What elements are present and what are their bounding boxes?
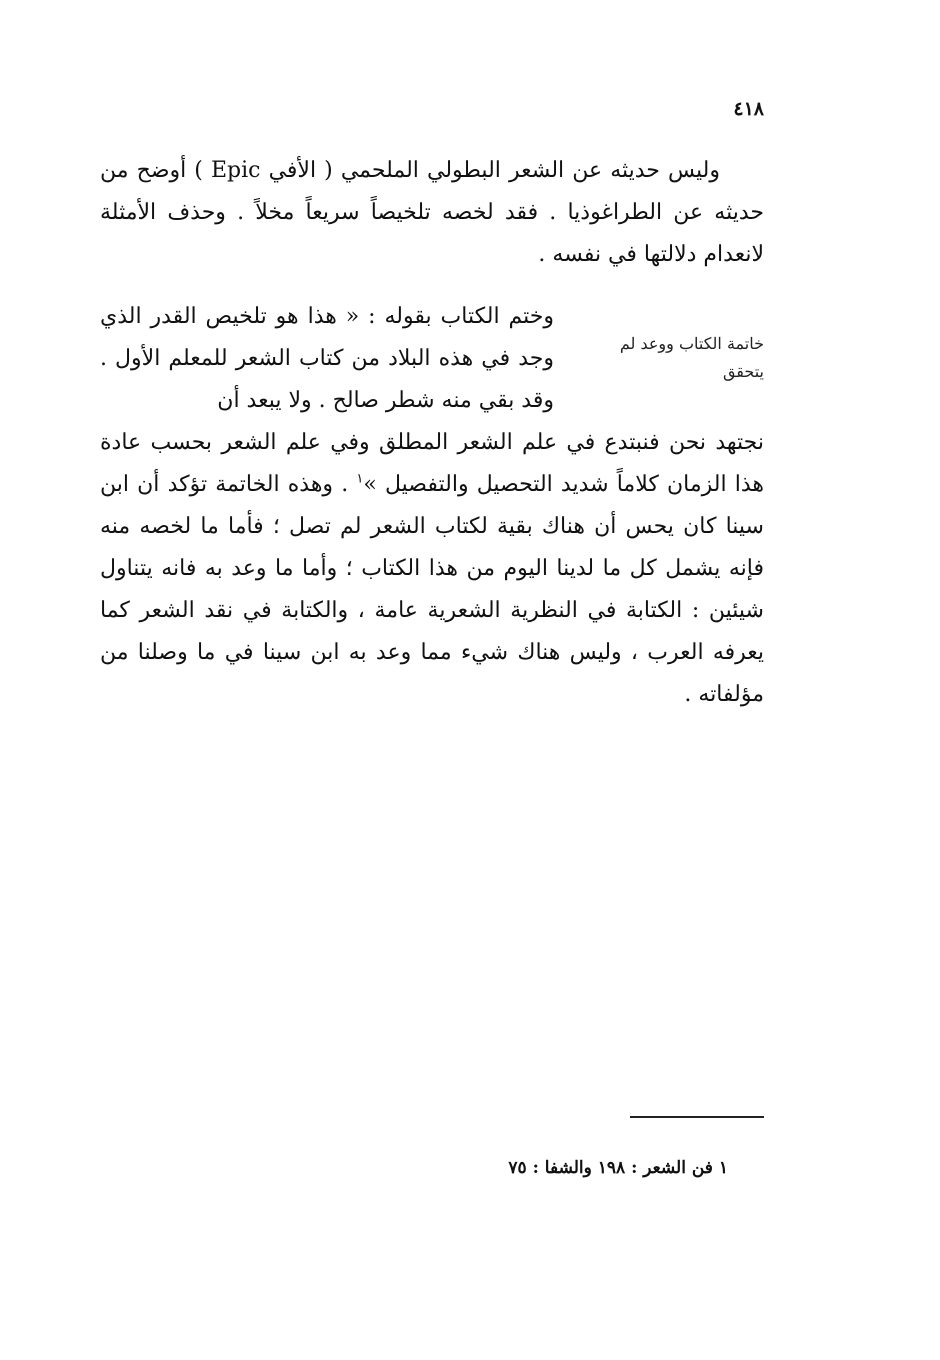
paragraph-conclusion-body [100, 422, 764, 716]
paragraph-epic-poetry [100, 150, 764, 276]
paragraph-conclusion-text-1: نجتهد نحن فنبتدع في علم الشعر المطلق وفي علم الشعر بحسب عادة هذا الزمان كلاماً شديد التحصيل والتفصيل » [100, 430, 764, 497]
paragraph-conclusion-head: وختم الكتاب بقوله : « هذا هو تلخيص القدر الذي وجد في هذه البلاد من كتاب الشعر للمعلم الأول . وقد بقي منه شطر صالح . ولا يبعد أن [100, 304, 554, 413]
margin-note: خاتمة الكتاب ووعد لم يتحقق [619, 334, 764, 381]
footnote-separator [630, 1116, 764, 1118]
paragraph-text: وليس حديثه عن الشعر البطولي الملحمي ( الأفي Epic ) أوضح من حديثه عن الطراغوذيا . فقد لخصه تلخيصاً سريعاً مخلاً . وحذف الأمثلة لانعدام دلالتها في نفسه . [100, 158, 764, 267]
page-number: ٤١٨ [733, 98, 764, 120]
paragraph-conclusion-text-2: . وهذه الخاتمة تؤكد أن ابن سينا كان يحس أن هناك بقية لكتاب الشعر لم تصل ؛ فأما ما لخصه منه فإنه يشمل كل ما لدينا اليوم من هذا الكتاب ؛ وأما ما وعد به فانه يتناول شيئين : الكتابة في النظرية الشعرية عامة ، والكتابة في نقد الشعر كما يعرفه العرب ، وليس هناك شيء مما وعد به ابن سينا في ما وصلنا من مؤلفاته . [100, 472, 764, 707]
footnote-marker: ١ [356, 471, 364, 487]
footnote: ١ فن الشعر : ١٩٨ والشفا : ٧٥ [508, 1158, 728, 1178]
